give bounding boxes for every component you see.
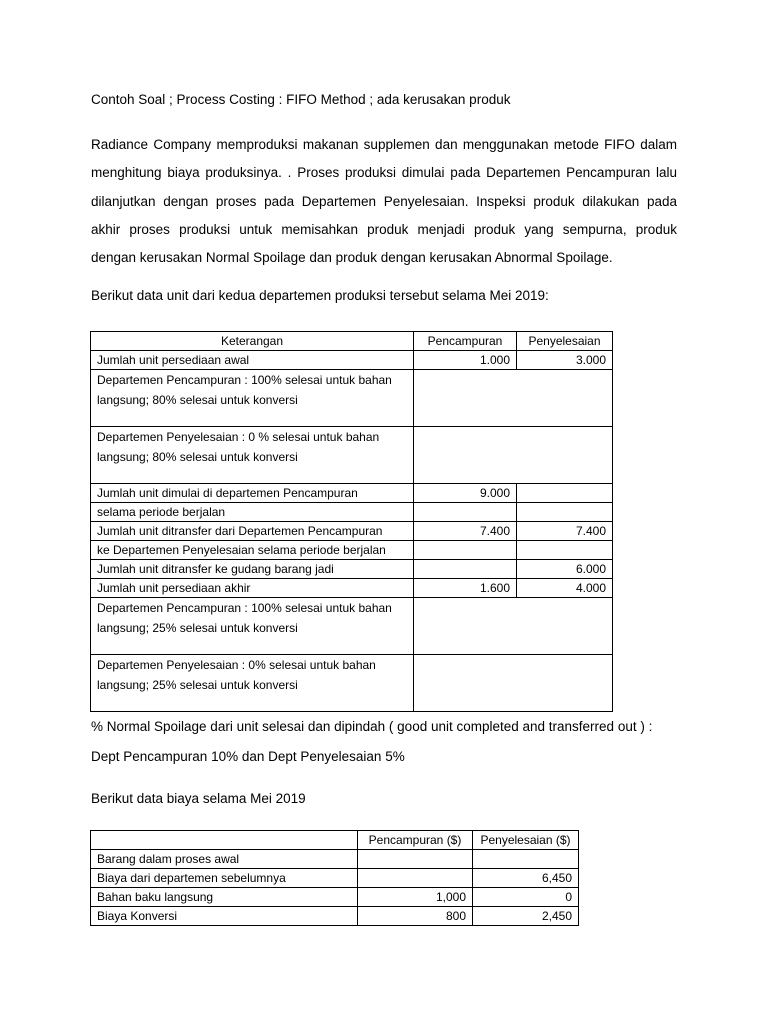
column-header: Pencampuran ($): [358, 831, 473, 850]
table-row: [91, 484, 613, 503]
units-intro-text: Berikut data unit dari kedua departemen produksi tersebut selama Mei 2019:: [91, 288, 549, 303]
pencampuran-cell: 1.600: [414, 579, 517, 598]
table-header-row: [91, 332, 613, 351]
row-label: Barang dalam proses awal: [91, 850, 358, 869]
table-row: [91, 522, 613, 541]
column-header: Penyelesaian ($): [473, 831, 579, 850]
spoilage-note: % Normal Spoilage dari unit selesai dan dipindah ( good unit completed and transferred out ) :: [91, 719, 653, 734]
paragraph-line: akhir proses produksi untuk memisahkan produk menjadi produk yang sempurna, produk: [91, 221, 677, 237]
table-row: [91, 370, 613, 427]
paragraph-line: Radiance Company memproduksi makanan supplemen dan menggunakan metode FIFO dalam: [91, 137, 677, 152]
pencampuran-cell: [414, 541, 517, 560]
row-label: Biaya Konversi: [91, 907, 358, 926]
penyelesaian-cell: 4.000: [517, 579, 613, 598]
penyelesaian-cell: [517, 503, 613, 522]
pencampuran-cell: 7.400: [414, 522, 517, 541]
document-title: Contoh Soal ; Process Costing : FIFO Method ; ada kerusakan produk: [91, 92, 511, 107]
row-label: Departemen Penyelesaian : 0 % selesai untuk bahan langsung; 80% selesai untuk konversi: [91, 427, 414, 484]
table-row: [91, 655, 613, 712]
penyelesaian-cell: 7.400: [517, 522, 613, 541]
table-row: [91, 888, 579, 907]
row-label: selama periode berjalan: [91, 503, 414, 522]
penyelesaian-cell: 6,450: [473, 869, 579, 888]
row-label: Jumlah unit persediaan akhir: [91, 579, 414, 598]
penyelesaian-cell: 2,450: [473, 907, 579, 926]
row-label: Departemen Pencampuran : 100% selesai untuk bahan langsung; 80% selesai untuk konversi: [91, 370, 414, 427]
costs-intro-text: Berikut data biaya selama Mei 2019: [91, 791, 306, 806]
intro-paragraph: [91, 131, 677, 272]
row-label: ke Departemen Penyelesaian selama periode berjalan: [91, 541, 414, 560]
row-label: Biaya dari departemen sebelumnya: [91, 869, 358, 888]
pencampuran-cell: [414, 503, 517, 522]
units-table: [90, 331, 613, 712]
row-label: Departemen Pencampuran : 100% selesai untuk bahan langsung; 25% selesai untuk konversi: [91, 598, 414, 655]
table-row: [91, 560, 613, 579]
row-label: Bahan baku langsung: [91, 888, 358, 907]
empty-cell: [414, 427, 613, 484]
pencampuran-cell: [414, 560, 517, 579]
column-header: [91, 831, 358, 850]
penyelesaian-cell: [473, 850, 579, 869]
table-row: [91, 427, 613, 484]
column-header: Penyelesaian: [517, 332, 613, 351]
penyelesaian-cell: 0: [473, 888, 579, 907]
row-label: Jumlah unit ditransfer dari Departemen Pencampuran: [91, 522, 414, 541]
pencampuran-cell: [358, 869, 473, 888]
empty-cell: [414, 370, 613, 427]
pencampuran-cell: 9.000: [414, 484, 517, 503]
table-row: [91, 598, 613, 655]
cost-table: [90, 830, 579, 926]
table-header-row: [91, 831, 579, 850]
paragraph-line: menghitung biaya produksinya. . Proses produksi dimulai pada Departemen Pencampuran lalu: [91, 165, 677, 181]
pencampuran-cell: 1.000: [414, 351, 517, 370]
table-row: [91, 850, 579, 869]
pencampuran-cell: 1,000: [358, 888, 473, 907]
penyelesaian-cell: [517, 484, 613, 503]
column-header: Pencampuran: [414, 332, 517, 351]
row-label: Jumlah unit dimulai di departemen Pencampuran: [91, 484, 414, 503]
row-label: Jumlah unit ditransfer ke gudang barang jadi: [91, 560, 414, 579]
pencampuran-cell: 800: [358, 907, 473, 926]
spoilage-rates: Dept Pencampuran 10% dan Dept Penyelesaian 5%: [91, 749, 405, 764]
empty-cell: [414, 598, 613, 655]
penyelesaian-cell: [517, 541, 613, 560]
row-label: Departemen Penyelesaian : 0% selesai untuk bahan langsung; 25% selesai untuk konversi: [91, 655, 414, 712]
column-header: Keterangan: [91, 332, 414, 351]
table-row: [91, 351, 613, 370]
penyelesaian-cell: 3.000: [517, 351, 613, 370]
table-row: [91, 541, 613, 560]
empty-cell: [414, 655, 613, 712]
table-row: [91, 869, 579, 888]
paragraph-line: dengan kerusakan Normal Spoilage dan produk dengan kerusakan Abnormal Spoilage.: [91, 250, 613, 266]
row-label: Jumlah unit persediaan awal: [91, 351, 414, 370]
table-row: [91, 907, 579, 926]
pencampuran-cell: [358, 850, 473, 869]
penyelesaian-cell: 6.000: [517, 560, 613, 579]
table-row: [91, 503, 613, 522]
paragraph-line: dilanjutkan dengan proses pada Departemen Penyelesaian. Inspeksi produk dilakukan pada: [91, 193, 677, 209]
table-row: [91, 579, 613, 598]
